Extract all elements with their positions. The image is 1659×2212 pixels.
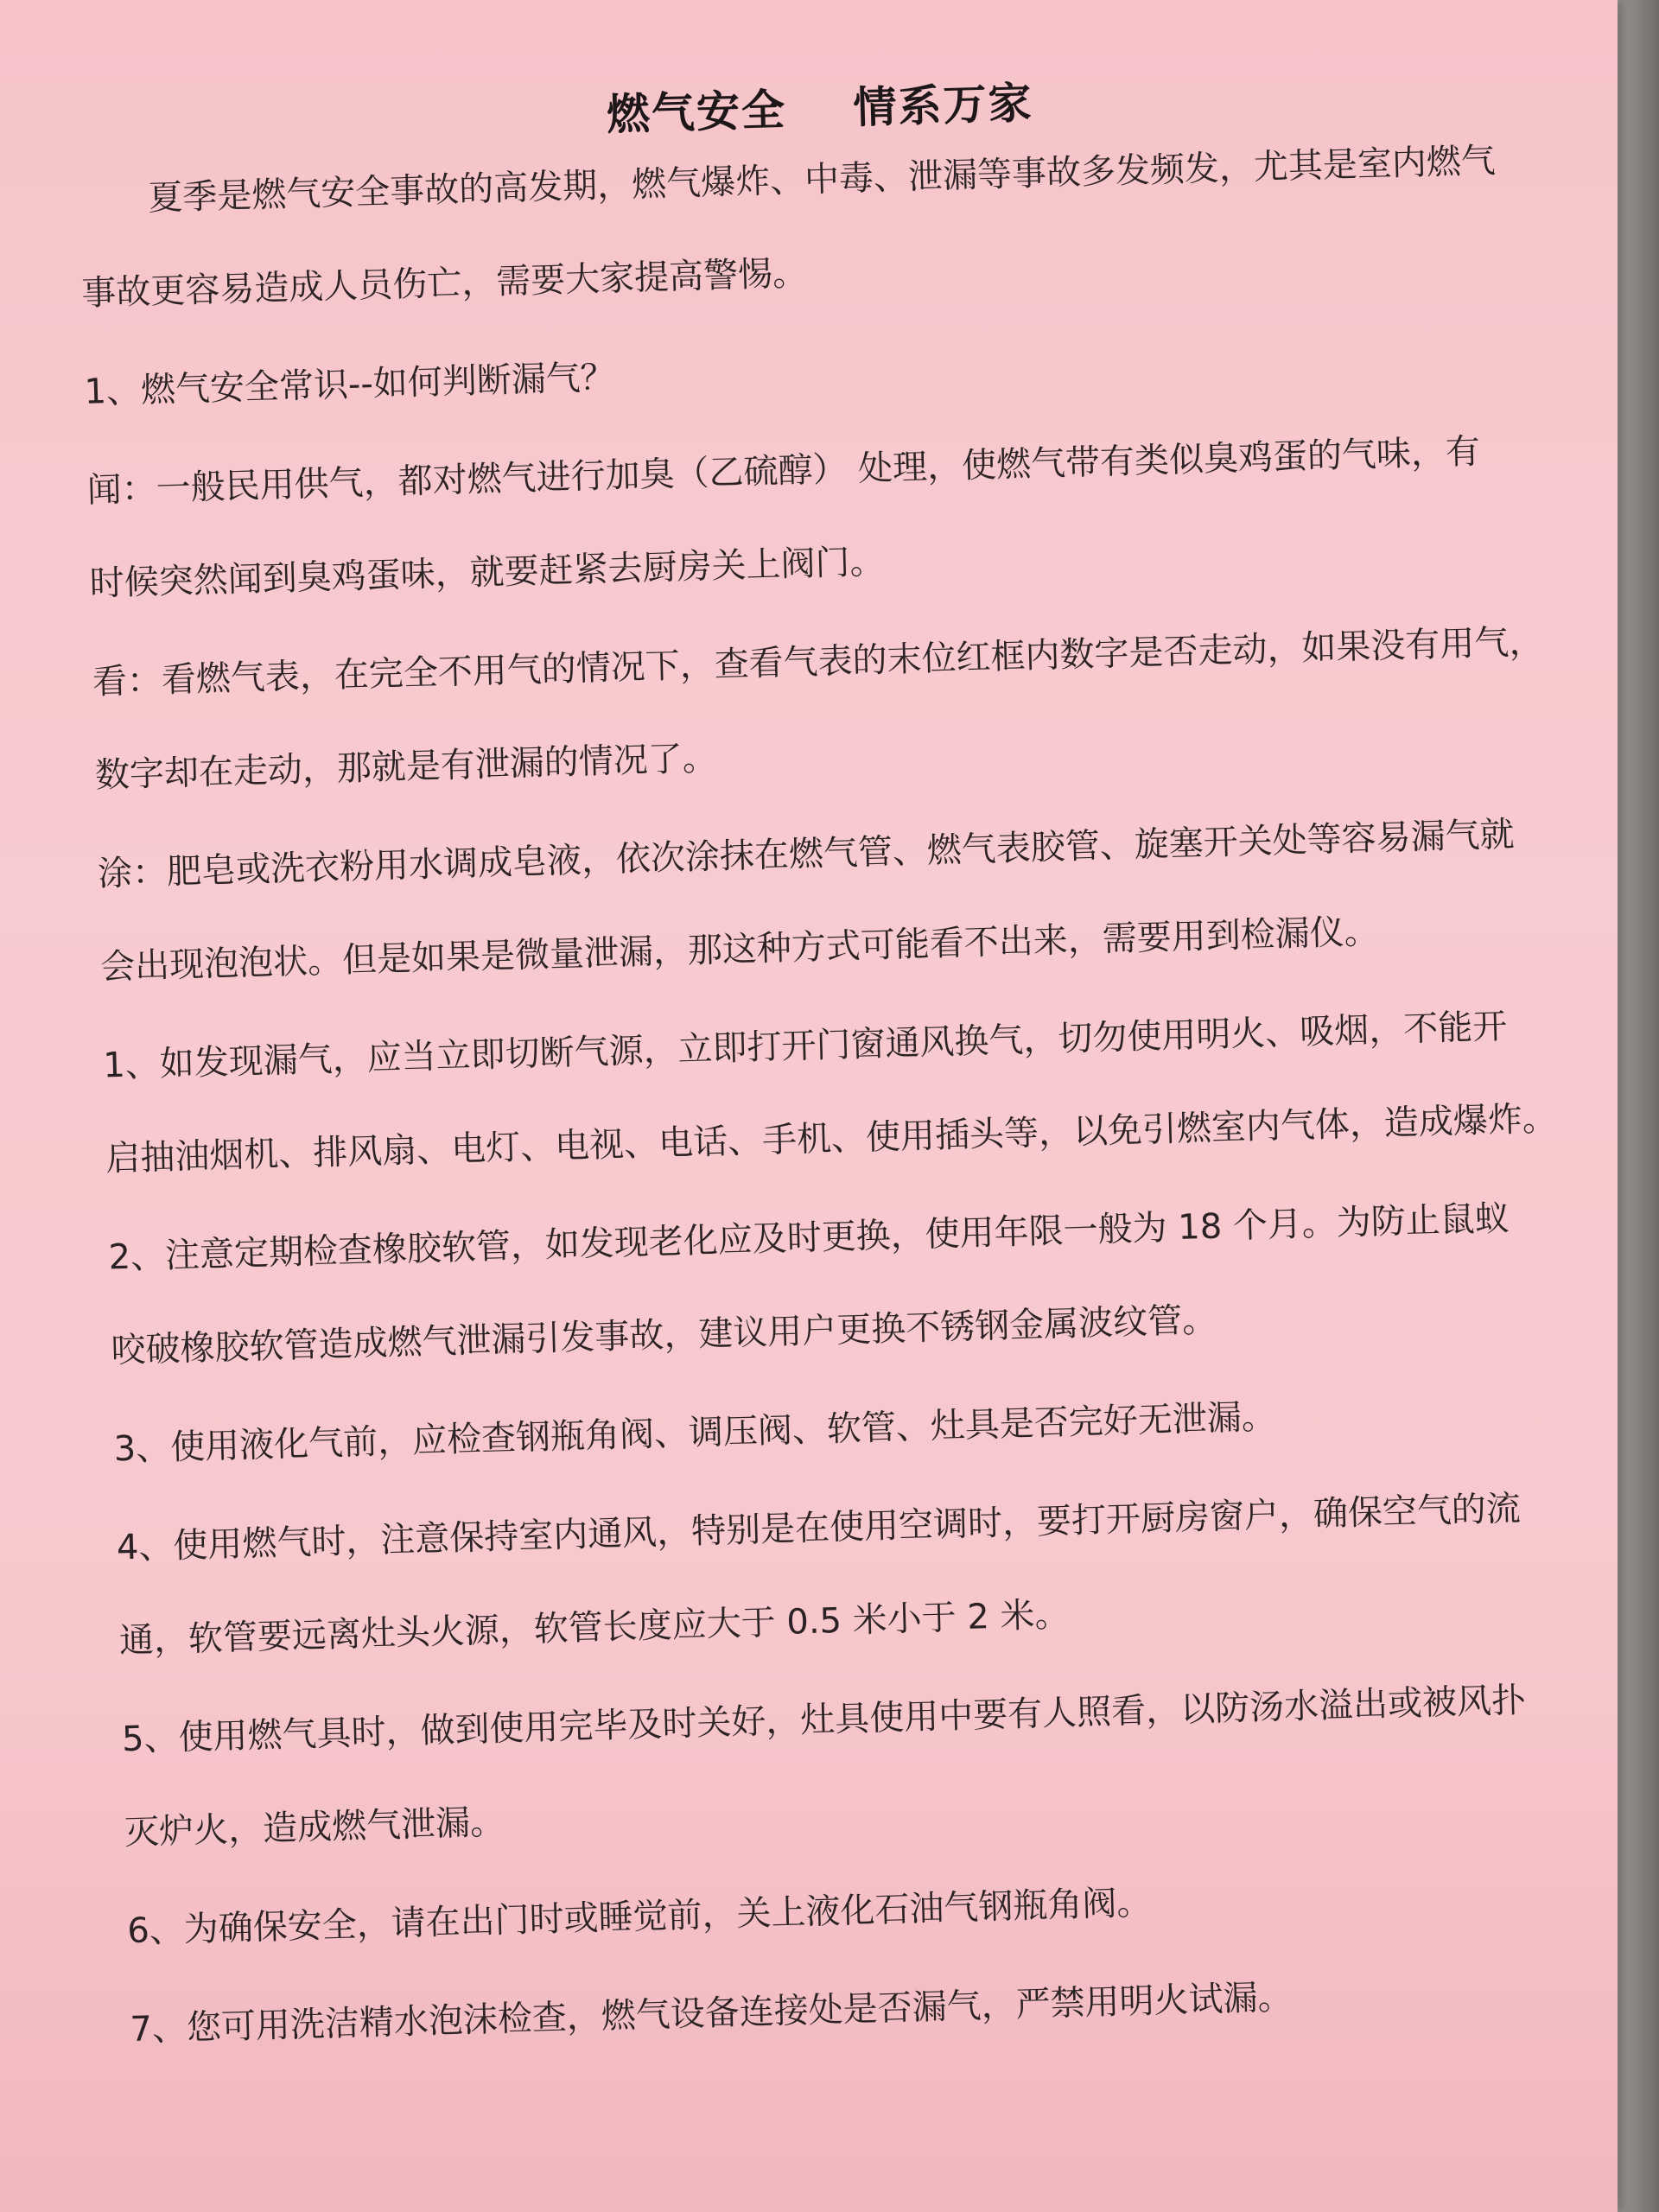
item-7-line-1: 7、您可用洗洁精水泡沫检查，燃气设备连接处是否漏气，严禁用明火试漏。 bbox=[129, 1977, 1294, 2050]
item-6-line-1: 6、为确保安全，请在出门时或睡觉前，关上液化石油气钢瓶角阀。 bbox=[126, 1883, 1152, 1952]
item-1-line-2: 启抽油烟机、排风扇、电灯、电视、电话、手机、使用插头等，以免引燃室内气体，造成爆炸。 bbox=[105, 1098, 1558, 1179]
item-5-line-2: 灭炉火，造成燃气泄漏。 bbox=[124, 1802, 505, 1853]
item-3-line-1: 3、使用液化气前，应检查钢瓶角阀、调压阀、软管、灶具是否完好无泄漏。 bbox=[113, 1396, 1277, 1470]
document-body bbox=[76, 54, 1617, 2061]
smell-line-1: 闻：一般民用供气，都对燃气进行加臭（乙硫醇） 处理，使燃气带有类似臭鸡蛋的气味，有 bbox=[86, 431, 1481, 511]
intro-line-1: 夏季是燃气安全事故的高发期，燃气爆炸、中毒、泄漏等事故多发频发，尤其是室内燃气 bbox=[147, 141, 1497, 219]
item-4-line-1: 4、使用燃气时，注意保持室内通风，特别是在使用空调时，要打开厨房窗户，确保空气的流 bbox=[116, 1488, 1522, 1568]
smear-line-2: 会出现泡泡状。但是如果是微量泄漏，那这种方式可能看不出来，需要用到检漏仪。 bbox=[99, 912, 1380, 988]
look-line-1: 看：看燃气表，在完全不用气的情况下，查看气表的末位红框内数字是否走动，如果没有用气， bbox=[92, 621, 1544, 702]
section-heading: 1、燃气安全常识--如何判断漏气？ bbox=[83, 357, 616, 412]
smear-line-1: 涂：肥皂或洗衣粉用水调成皂液，依次涂抹在燃气管、燃气表胶管、旋塞开关处等容易漏气就 bbox=[97, 814, 1516, 894]
look-line-2: 数字却在走动，那就是有泄漏的情况了。 bbox=[94, 738, 718, 796]
document-title: 燃气安全 情系万家 bbox=[606, 78, 1034, 140]
item-1-line-1: 1、如发现漏气，应当立即切断气源，立即打开门窗通风换气，切勿使用明火、吸烟，不能开 bbox=[102, 1007, 1508, 1086]
item-2-line-1: 2、注意定期检查橡胶软管，如发现老化应及时更换，使用年限一般为 18 个月。为防止鼠蚁 bbox=[107, 1198, 1510, 1278]
item-4-line-2: 通，软管要远离灶头火源，软管长度应大于 0.5 米小于 2 米。 bbox=[118, 1594, 1071, 1662]
item-5-line-1: 5、使用燃气具时，做到使用完毕及时关好，灶具使用中要有人照看，以防汤水溢出或被风扑 bbox=[121, 1680, 1527, 1760]
item-2-line-2: 咬破橡胶软管造成燃气泄漏引发事故，建议用户更换不锈钢金属波纹管。 bbox=[110, 1300, 1217, 1371]
intro-line-2: 事故更容易造成人员伤亡，需要大家提高警惕。 bbox=[80, 253, 808, 314]
smell-line-2: 时候突然闻到臭鸡蛋味，就要赶紧去厨房关上阀门。 bbox=[89, 542, 886, 604]
